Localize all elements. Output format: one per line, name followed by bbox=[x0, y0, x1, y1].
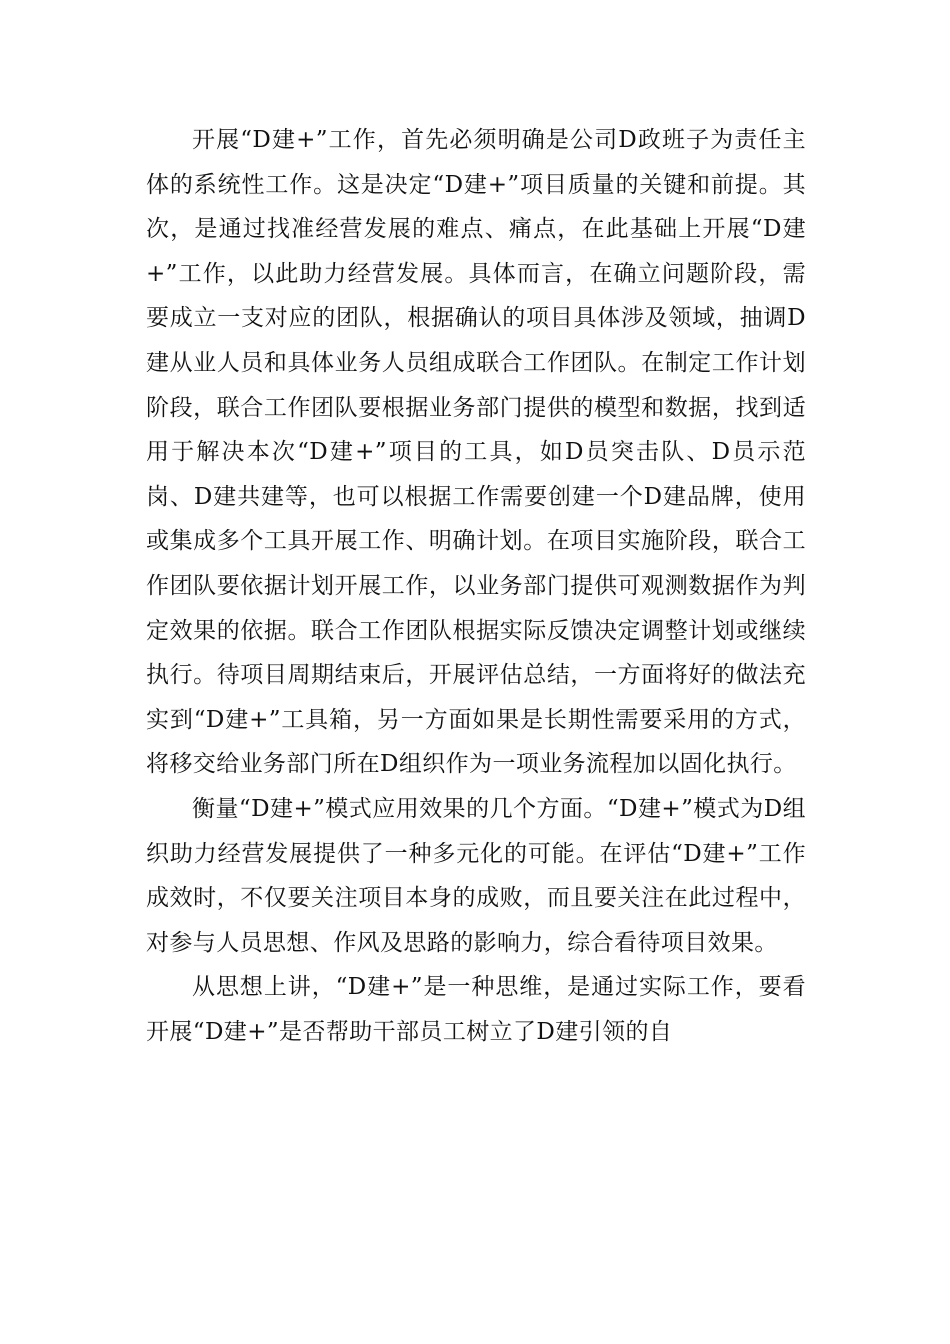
paragraph-3: 从思想上讲，“D建+”是一种思维，是通过实际工作，要看开展“D建+”是否帮助干部员工树立了D建引领的自 bbox=[146, 974, 806, 1045]
paragraph-2: 衡量“D建+”模式应用效果的几个方面。“D建+”模式为D组织助力经营发展提供了一种多元化的可能。在评估“D建+”工作成效时，不仅要关注项目本身的成败，而且要关注在此过程中，对参与人员思想、作风及思路的影响力，综合看待项目效果。 bbox=[146, 795, 806, 956]
document-body bbox=[146, 118, 806, 1054]
paragraph-1: 开展“D建+”工作，首先必须明确是公司D政班子为责任主体的系统性工作。这是决定“D建+”项目质量的关键和前提。其次，是通过找准经营发展的难点、痛点，在此基础上开展“D建+”工作，以此助力经营发展。具体而言，在确立问题阶段，需要成立一支对应的团队，根据确认的项目具体涉及领域，抽调D建从业人员和具体业务人员组成联合工作团队。在制定工作计划阶段，联合工作团队要根据业务部门提供的模型和数据，找到适用于解决本次“D建+”项目的工具，如D员突击队、D员示范岗、D建共建等，也可以根据工作需要创建一个D建品牌，使用或集成多个工具开展工作、明确计划。在项目实施阶段，联合工作团队要依据计划开展工作，以业务部门提供可观测数据作为判定效果的依据。联合工作团队根据实际反馈决定调整计划或继续执行。待项目周期结束后，开展评估总结，一方面将好的做法充实到“D建+”工具箱，另一方面如果是长期性需要采用的方式，将移交给业务部门所在D组织作为一项业务流程加以固化执行。 bbox=[146, 127, 806, 778]
